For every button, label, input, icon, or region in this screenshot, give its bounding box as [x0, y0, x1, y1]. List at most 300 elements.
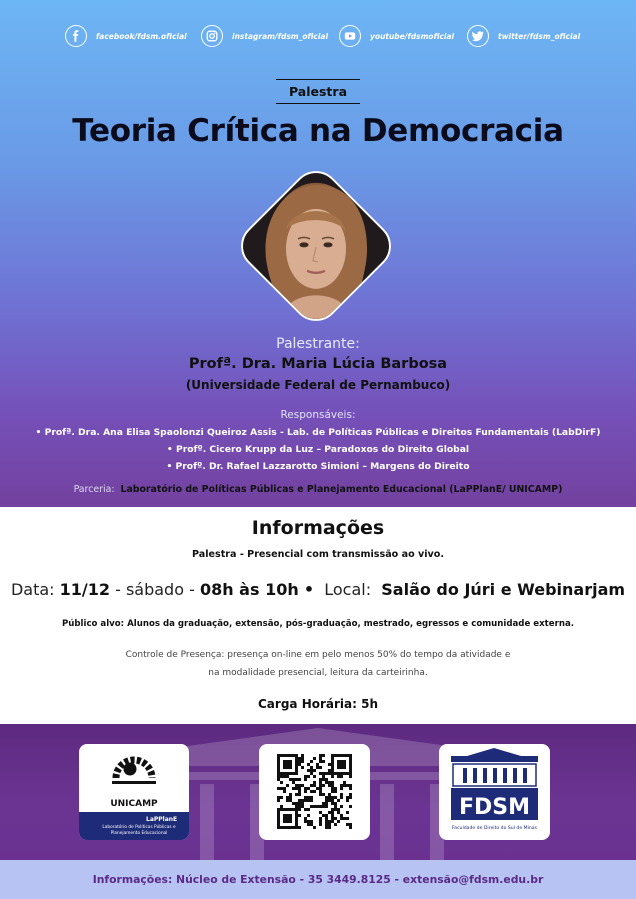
qr-module — [334, 823, 337, 826]
qr-module — [283, 754, 286, 757]
qr-module — [295, 778, 298, 781]
qr-module — [325, 805, 328, 808]
qr-module — [307, 769, 310, 772]
qr-module — [310, 769, 313, 772]
qr-module — [286, 766, 289, 769]
qr-module — [337, 775, 340, 778]
qr-module — [322, 805, 325, 808]
qr-module — [331, 781, 334, 784]
qr-module — [289, 772, 292, 775]
qr-module — [301, 754, 304, 757]
qr-module — [349, 823, 352, 826]
qr-module — [331, 817, 334, 820]
qr-module — [304, 799, 307, 802]
qr-module — [295, 820, 298, 823]
qr-module — [346, 796, 349, 799]
speaker-institution: (Universidade Federal de Pernambuco) — [185, 378, 451, 392]
qr-module — [286, 799, 289, 802]
qr-module — [349, 826, 352, 829]
facebook-icon — [65, 25, 87, 47]
qr-module — [328, 811, 331, 814]
qr-module — [340, 754, 343, 757]
qr-module — [295, 766, 298, 769]
qr-module — [331, 814, 334, 817]
lapplane-full-2: Planejamento Educacional — [110, 831, 168, 836]
qr-module — [343, 760, 346, 763]
qr-module — [283, 817, 286, 820]
qr-module — [334, 805, 337, 808]
qr-module — [334, 790, 337, 793]
qr-module — [298, 793, 301, 796]
local-label: Local: — [324, 580, 372, 599]
qr-module — [304, 775, 307, 778]
speaker-photo — [230, 160, 402, 332]
qr-module — [331, 760, 334, 763]
fdsm-full-name: Faculdade de Direito do Sul de Minas — [452, 826, 537, 831]
qr-module — [310, 820, 313, 823]
qr-module — [319, 817, 322, 820]
qr-module — [313, 805, 316, 808]
qr-module — [319, 820, 322, 823]
qr-module — [340, 772, 343, 775]
qr-module — [280, 754, 283, 757]
qr-module — [286, 754, 289, 757]
qr-module — [283, 787, 286, 790]
qr-module — [307, 763, 310, 766]
qr-module — [349, 763, 352, 766]
qr-module — [349, 784, 352, 787]
qr-module — [334, 796, 337, 799]
qr-module — [298, 790, 301, 793]
parceria-label: Parceria: — [73, 484, 115, 495]
qr-module — [295, 811, 298, 814]
qr-module — [310, 766, 313, 769]
qr-module — [340, 793, 343, 796]
qr-module — [295, 808, 298, 811]
qr-module — [331, 820, 334, 823]
qr-module — [346, 784, 349, 787]
speaker-photo-frame — [231, 161, 401, 331]
qr-module — [340, 775, 343, 778]
qr-module — [295, 754, 298, 757]
qr-module — [283, 790, 286, 793]
qr-module — [325, 814, 328, 817]
qr-module — [295, 814, 298, 817]
time-value: 08h às 10h — [199, 580, 299, 599]
qr-module — [322, 772, 325, 775]
social-link-youtube[interactable] — [339, 24, 454, 48]
qr-module — [298, 787, 301, 790]
parceria-line — [0, 484, 636, 495]
qr-module — [298, 826, 301, 829]
qr-module — [337, 763, 340, 766]
attendance-control-line: na modalidade presencial, leitura da carteirinha. — [208, 668, 428, 678]
instagram-icon — [201, 25, 223, 47]
qr-module — [277, 811, 280, 814]
qr-module — [313, 781, 316, 784]
qr-module — [331, 802, 334, 805]
qr-module — [340, 760, 343, 763]
qr-module — [292, 754, 295, 757]
qr-module — [322, 778, 325, 781]
qr-module — [319, 760, 322, 763]
social-link-twitter[interactable] — [467, 24, 580, 48]
info-title: Informações — [251, 517, 385, 539]
speaker-label: Palestrante: — [276, 336, 360, 352]
qr-module — [319, 781, 322, 784]
qr-module — [289, 766, 292, 769]
qr-module — [328, 796, 331, 799]
qr-module — [292, 808, 295, 811]
qr-module — [322, 802, 325, 805]
qr-module — [331, 787, 334, 790]
qr-module — [280, 826, 283, 829]
qr-module — [295, 784, 298, 787]
qr-module — [298, 763, 301, 766]
qr-module — [325, 781, 328, 784]
qr-module — [340, 817, 343, 820]
qr-module — [286, 772, 289, 775]
qr-module — [304, 820, 307, 823]
qr-module — [310, 790, 313, 793]
qr-module — [331, 784, 334, 787]
qr-module — [325, 778, 328, 781]
lapplane-name: LaPPlanE — [146, 816, 178, 823]
qr-module — [298, 784, 301, 787]
twitter-icon — [467, 25, 489, 47]
social-links-bar — [0, 24, 636, 48]
qr-module — [346, 772, 349, 775]
qr-code[interactable] — [259, 744, 370, 840]
qr-module — [331, 769, 334, 772]
weekday-value: - sábado - — [115, 580, 195, 599]
info-subtitle: Palestra - Presencial com transmissão ao vivo. — [191, 549, 445, 560]
qr-module — [340, 796, 343, 799]
qr-module — [283, 775, 286, 778]
qr-module — [343, 763, 346, 766]
qr-module — [340, 784, 343, 787]
footer-contact — [0, 860, 636, 899]
qr-module — [280, 781, 283, 784]
qr-module — [343, 754, 346, 757]
qr-module — [298, 805, 301, 808]
qr-module — [328, 799, 331, 802]
qr-module — [346, 817, 349, 820]
qr-module — [286, 796, 289, 799]
qr-module — [277, 760, 280, 763]
qr-module — [316, 787, 319, 790]
local-value: Salão do Júri e Webinarjam — [381, 580, 626, 599]
qr-module — [286, 808, 289, 811]
qr-module — [340, 814, 343, 817]
qr-module — [286, 820, 289, 823]
qr-module — [295, 760, 298, 763]
qr-module — [346, 823, 349, 826]
qr-module — [280, 805, 283, 808]
qr-module — [343, 817, 346, 820]
qr-module — [313, 775, 316, 778]
qr-module — [295, 817, 298, 820]
qr-module — [277, 778, 280, 781]
qr-module — [292, 772, 295, 775]
qr-module — [310, 823, 313, 826]
qr-module — [298, 799, 301, 802]
qr-module — [301, 757, 304, 760]
qr-module — [340, 766, 343, 769]
qr-module — [322, 760, 325, 763]
qr-module — [325, 799, 328, 802]
qr-module — [295, 787, 298, 790]
qr-module — [277, 754, 280, 757]
qr-module — [289, 814, 292, 817]
qr-module — [316, 763, 319, 766]
qr-module — [286, 763, 289, 766]
qr-module — [325, 820, 328, 823]
qr-module — [307, 787, 310, 790]
qr-module — [328, 763, 331, 766]
footer-contact-text[interactable]: Informações: Núcleo de Extensão - 35 3449.8125 - extensão@fdsm.edu.br — [92, 873, 544, 886]
social-link-label: instagram/fdsm_oficial — [232, 31, 329, 41]
qr-module — [301, 802, 304, 805]
qr-module — [277, 823, 280, 826]
qr-module — [337, 754, 340, 757]
qr-module — [298, 808, 301, 811]
date-label: Data: — [10, 580, 55, 599]
qr-module — [301, 784, 304, 787]
qr-module — [331, 796, 334, 799]
qr-module — [298, 757, 301, 760]
qr-module — [301, 766, 304, 769]
qr-module — [277, 763, 280, 766]
qr-module — [322, 775, 325, 778]
qr-module — [295, 793, 298, 796]
qr-module — [286, 826, 289, 829]
qr-module — [307, 808, 310, 811]
qr-module — [301, 805, 304, 808]
qr-module — [328, 769, 331, 772]
qr-module — [319, 793, 322, 796]
qr-module — [277, 769, 280, 772]
qr-module — [328, 826, 331, 829]
qr-module — [283, 766, 286, 769]
qr-module — [334, 787, 337, 790]
qr-module — [343, 772, 346, 775]
qr-module — [277, 820, 280, 823]
qr-module — [319, 805, 322, 808]
social-link-facebook[interactable] — [65, 24, 187, 48]
qr-module — [349, 766, 352, 769]
qr-module — [331, 775, 334, 778]
qr-module — [349, 787, 352, 790]
qr-module — [310, 805, 313, 808]
qr-module — [295, 826, 298, 829]
qr-module — [304, 778, 307, 781]
qr-module — [349, 760, 352, 763]
social-link-instagram[interactable] — [201, 24, 328, 48]
qr-module — [319, 784, 322, 787]
date-value: 11/12 — [59, 580, 110, 599]
qr-module — [277, 757, 280, 760]
qr-module — [277, 826, 280, 829]
unicamp-logo-card — [79, 744, 189, 840]
qr-module — [277, 766, 280, 769]
qr-module — [319, 772, 322, 775]
qr-module — [289, 763, 292, 766]
qr-module — [289, 793, 292, 796]
qr-module — [343, 784, 346, 787]
separator-bullet: • — [303, 580, 315, 599]
qr-module — [289, 817, 292, 820]
qr-module — [280, 796, 283, 799]
qr-module — [340, 805, 343, 808]
qr-module — [277, 799, 280, 802]
lapplane-full-1: Laboratório de Políticas Públicas e — [102, 825, 176, 830]
responsavel-item: • Profº. Dr. Rafael Lazzarotto Simioni – Margens do Direito — [166, 461, 470, 472]
responsavel-item: • Profº. Cicero Krupp da Luz – Paradoxos do Direito Global — [166, 444, 470, 455]
youtube-icon — [339, 25, 361, 47]
qr-module — [337, 760, 340, 763]
qr-module — [319, 790, 322, 793]
qr-module — [340, 787, 343, 790]
social-link-label: youtube/fdsmoficial — [370, 31, 455, 41]
speaker-portrait-illustration — [231, 161, 401, 331]
qr-module — [280, 787, 283, 790]
qr-module — [286, 775, 289, 778]
qr-module — [337, 811, 340, 814]
fdsm-logo-card — [439, 744, 550, 840]
qr-module — [289, 808, 292, 811]
qr-module — [343, 781, 346, 784]
qr-module — [289, 778, 292, 781]
qr-module — [280, 808, 283, 811]
qr-module — [280, 772, 283, 775]
qr-module — [289, 760, 292, 763]
speaker-name: Profª. Dra. Maria Lúcia Barbosa — [188, 356, 448, 372]
qr-module — [277, 787, 280, 790]
qr-module — [331, 763, 334, 766]
qr-module — [313, 790, 316, 793]
qr-module — [277, 775, 280, 778]
qr-module — [325, 796, 328, 799]
qr-module — [328, 784, 331, 787]
qr-module — [310, 772, 313, 775]
qr-code-card[interactable] — [259, 744, 370, 840]
qr-module — [295, 772, 298, 775]
qr-module — [283, 820, 286, 823]
qr-module — [334, 817, 337, 820]
qr-module — [289, 799, 292, 802]
qr-module — [331, 772, 334, 775]
qr-module — [286, 760, 289, 763]
social-link-label: facebook/fdsm.oficial — [96, 31, 187, 41]
qr-module — [280, 775, 283, 778]
responsavel-item: • Profª. Dra. Ana Elisa Spaolonzi Queiroz Assis - Lab. de Políticas Públicas e Direitos Fundamentais (LabDirF) — [35, 427, 601, 438]
qr-module — [304, 817, 307, 820]
qr-module — [331, 754, 334, 757]
qr-module — [289, 796, 292, 799]
qr-module — [289, 754, 292, 757]
qr-module — [328, 793, 331, 796]
qr-module — [283, 826, 286, 829]
qr-module — [337, 808, 340, 811]
qr-module — [286, 817, 289, 820]
qr-module — [286, 784, 289, 787]
qr-module — [325, 826, 328, 829]
qr-module — [295, 805, 298, 808]
qr-module — [337, 772, 340, 775]
qr-module — [340, 763, 343, 766]
qr-module — [337, 799, 340, 802]
qr-module — [283, 772, 286, 775]
qr-module — [301, 760, 304, 763]
qr-module — [289, 820, 292, 823]
fdsm-logo — [439, 744, 550, 840]
qr-module — [313, 784, 316, 787]
qr-module — [334, 802, 337, 805]
qr-module — [319, 754, 322, 757]
qr-module — [304, 796, 307, 799]
qr-module — [277, 808, 280, 811]
qr-module — [283, 760, 286, 763]
qr-module — [307, 796, 310, 799]
qr-module — [307, 799, 310, 802]
qr-module — [322, 814, 325, 817]
event-type-tag: Palestra — [276, 79, 360, 104]
qr-module — [331, 757, 334, 760]
qr-module — [322, 784, 325, 787]
target-audience: Público alvo: Alunos da graduação, extensão, pós-graduação, mestrado, egressos e comunidade externa. — [61, 619, 575, 629]
logos-band — [0, 724, 636, 860]
qr-module — [298, 814, 301, 817]
qr-module — [277, 772, 280, 775]
qr-module — [319, 823, 322, 826]
qr-module — [325, 772, 328, 775]
event-title: Teoria Crítica na Democracia — [72, 113, 564, 149]
qr-module — [316, 805, 319, 808]
qr-module — [310, 799, 313, 802]
qr-module — [334, 808, 337, 811]
qr-module — [337, 820, 340, 823]
qr-module — [346, 811, 349, 814]
qr-module — [337, 766, 340, 769]
qr-module — [349, 793, 352, 796]
qr-module — [349, 772, 352, 775]
qr-module — [307, 814, 310, 817]
qr-module — [346, 754, 349, 757]
qr-module — [328, 772, 331, 775]
qr-module — [286, 814, 289, 817]
qr-module — [331, 799, 334, 802]
qr-module — [295, 757, 298, 760]
qr-module — [298, 778, 301, 781]
qr-module — [346, 799, 349, 802]
qr-module — [334, 772, 337, 775]
qr-module — [349, 775, 352, 778]
qr-module — [313, 757, 316, 760]
qr-module — [319, 757, 322, 760]
qr-module — [292, 781, 295, 784]
qr-module — [313, 826, 316, 829]
qr-module — [349, 754, 352, 757]
qr-module — [304, 808, 307, 811]
qr-module — [328, 781, 331, 784]
qr-module — [307, 820, 310, 823]
qr-module — [313, 769, 316, 772]
fdsm-name: FDSM — [458, 795, 531, 820]
unicamp-name: UNICAMP — [110, 799, 158, 809]
qr-module — [304, 790, 307, 793]
qr-module — [295, 763, 298, 766]
